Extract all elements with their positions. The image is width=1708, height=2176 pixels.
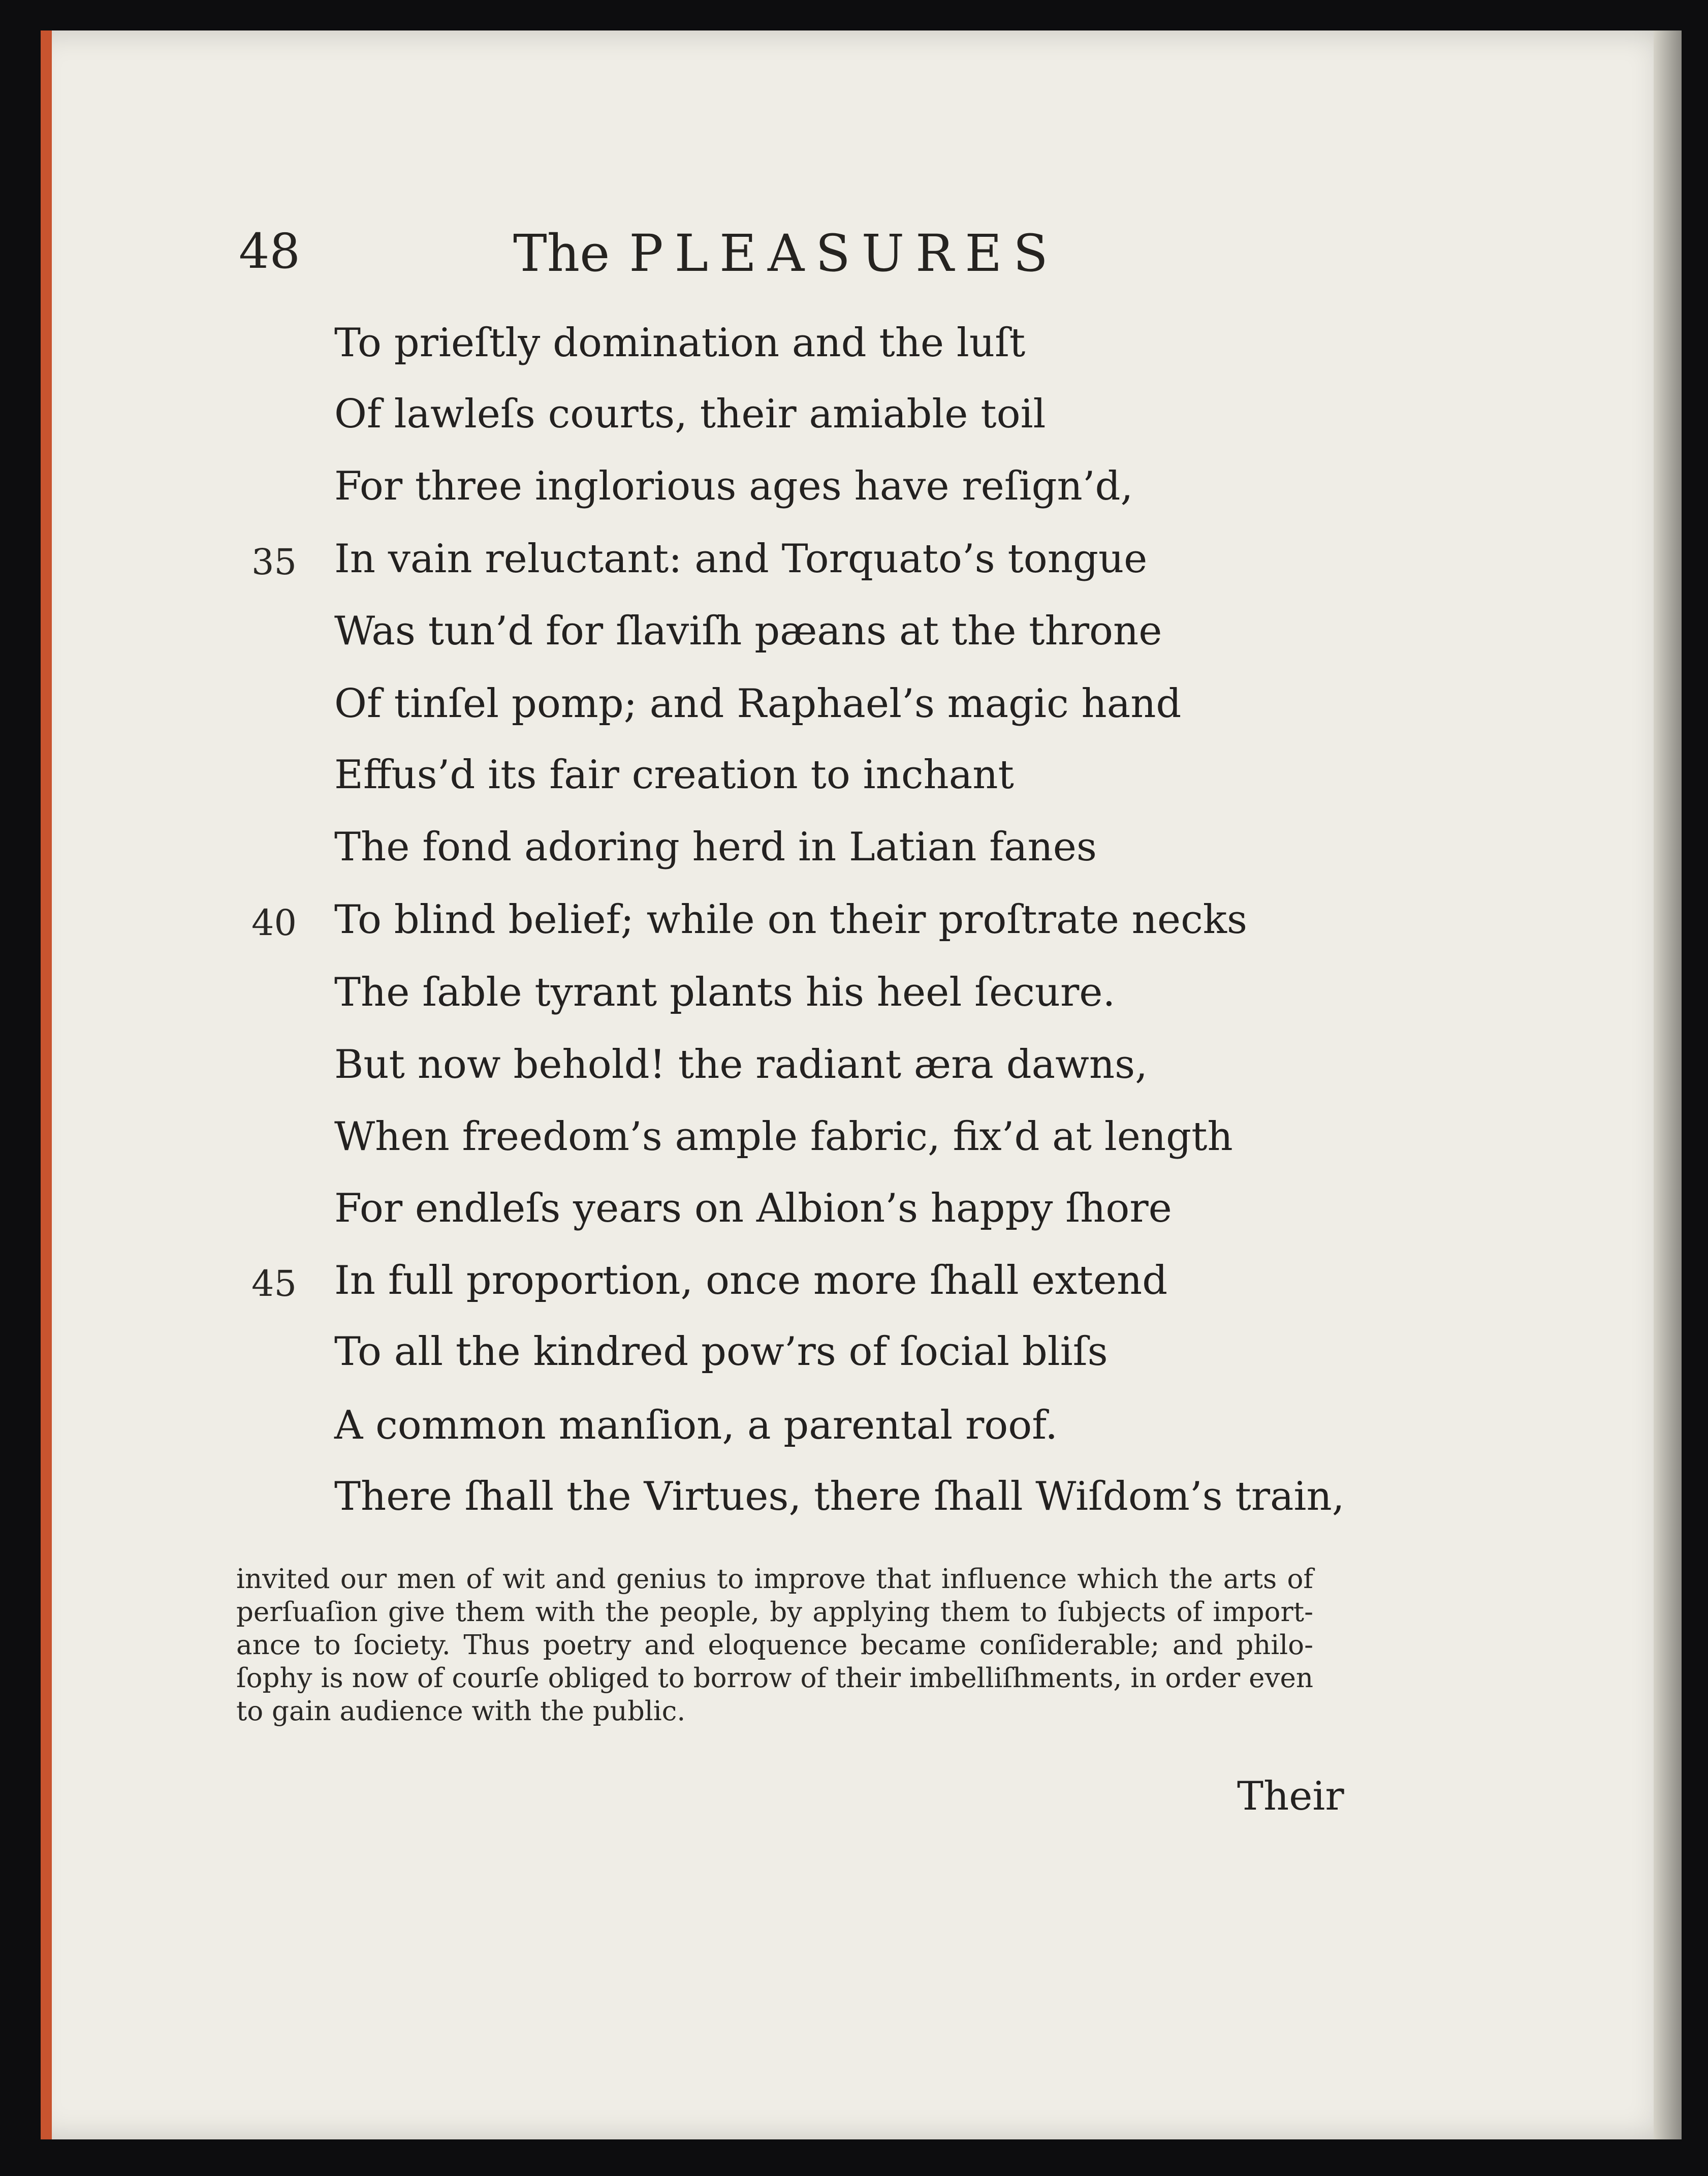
verse-text: Of lawleſs courts, their amiable toil	[334, 391, 1046, 437]
verse-text: The ſable tyrant plants his heel ſecure.	[334, 970, 1116, 1015]
verse-text: To all the kindred pow’rs of ſocial bliſs	[334, 1329, 1108, 1375]
verse-text: In vain reluctant: and Torquato’s tongue	[334, 536, 1148, 582]
verse-text: A common manſion, a parental roof.	[334, 1403, 1058, 1448]
running-title	[513, 224, 1059, 283]
footnote-line: ſophy is now of courſe obliged to borrow of their imbelliſhments, in order even	[236, 1663, 1313, 1694]
verse-text: The fond adoring herd in Latian fanes	[334, 824, 1097, 870]
line-number: 40	[251, 902, 297, 944]
footnote-line: to gain audience with the public.	[236, 1696, 686, 1727]
footnote-line: ance to ſociety. Thus poetry and eloquence became conſiderable; and philo-	[236, 1630, 1313, 1661]
footnote-line: perſuaſion give them with the people, by applying them to ſubjects of import-	[236, 1597, 1313, 1628]
line-number: 45	[251, 1263, 297, 1304]
verse-text: For endleſs years on Albion’s happy ſhore	[334, 1186, 1172, 1231]
line-number: 35	[251, 541, 297, 583]
verse-text: Of tinſel pomp; and Raphael’s magic hand	[334, 681, 1182, 727]
footnote	[236, 1563, 1313, 1728]
verse-text: To blind belief; while on their proſtrate necks	[334, 897, 1248, 943]
verse-text: But now behold! the radiant æra dawns,	[334, 1042, 1148, 1087]
footnote-line: invited our men of wit and genius to improve that influence which the arts of	[236, 1564, 1313, 1595]
running-title-caps: PLEASURES	[629, 224, 1059, 283]
verse-text: There ſhall the Virtues, there ſhall Wiſdom’s train,	[334, 1474, 1345, 1519]
verse-text: For three inglorious ages have reſign’d,	[334, 463, 1133, 509]
running-title-prefix: The	[513, 224, 610, 283]
running-header	[0, 224, 1708, 285]
page-number: 48	[239, 224, 300, 279]
verse-text: When freedom’s ample fabric, fix’d at length	[334, 1114, 1233, 1160]
verse-text: In full proportion, once more ſhall extend	[334, 1258, 1168, 1303]
verse-text: To prieſtly domination and the luſt	[334, 320, 1026, 366]
catchword: Their	[1237, 1774, 1344, 1819]
page-gutter	[1654, 30, 1682, 2139]
verse-text: Was tun’d for ſlaviſh pæans at the throne	[334, 608, 1162, 654]
verse-text: Effus’d its fair creation to inchant	[334, 752, 1014, 798]
